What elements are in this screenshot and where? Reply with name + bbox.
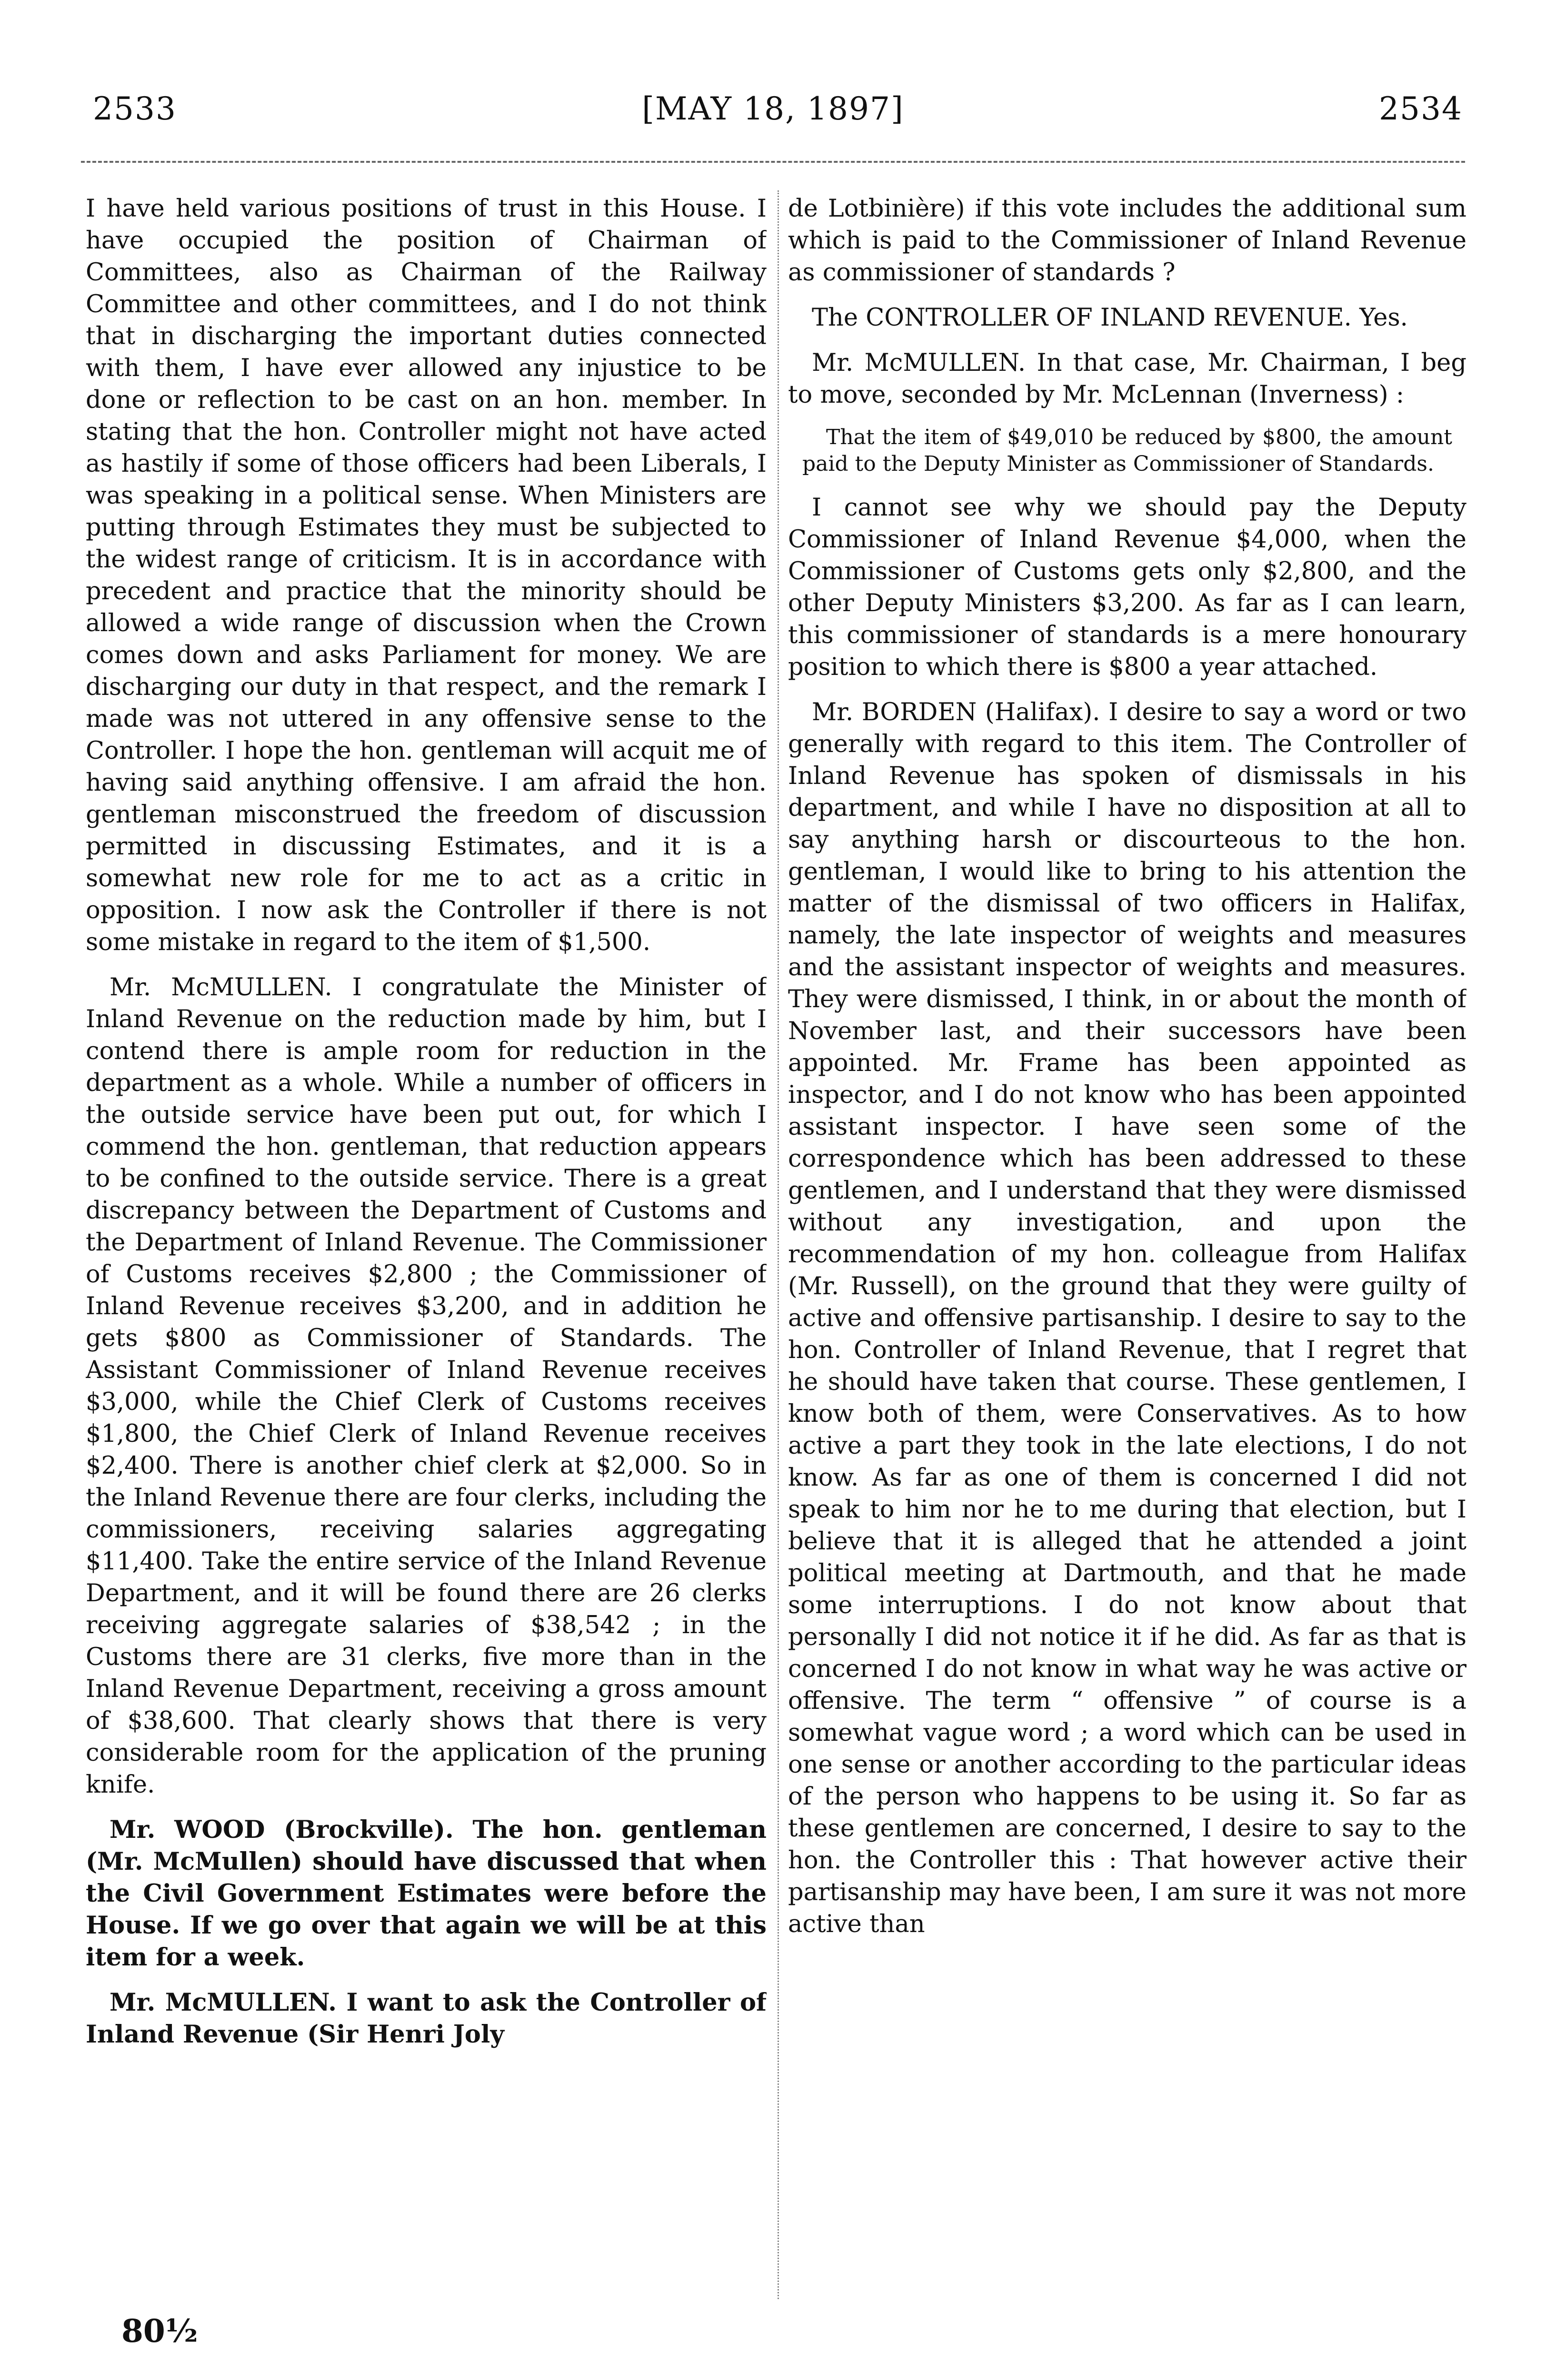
paragraph: Mr. WOOD (Brockville). The hon. gentleman (Mr. McMullen) should have discussed that when the Civil Government Estimates were before the House. If we go over that again we will be at this item for a week. xyxy=(86,1815,767,1972)
paragraph: I cannot see why we should pay the Deputy Commissioner of Inland Revenue $4,000, when the Commissioner of Customs gets only $2,800, and the other Deputy Ministers $3,200. As far as I can learn, this commissioner of standards is a mere honourary position to which there is $800 a year attached. xyxy=(788,494,1466,681)
column-divider xyxy=(778,190,779,2299)
signature-mark: 80½ xyxy=(121,2312,198,2350)
page-header xyxy=(79,90,1467,143)
page-number-right: 2534 xyxy=(1379,90,1463,127)
paragraph: The CONTROLLER OF INLAND REVENUE. Yes. xyxy=(812,304,1408,332)
paragraph: Mr. BORDEN (Halifax). I desire to say a word or two generally with regard to this item. The Controller of Inland Revenue has spoken of dismissals in his department, and while I have no disposition at all to say anything harsh or discourteous to the hon. gentleman, I would like to bring to his attention the matter of the dismissal of two officers in Halifax, namely, the late inspector of weights and measures and the assistant inspector of weights and measures. They were dismissed, I think, in or about the month of November last, and their successors have been appointed. Mr. Frame has been appointed as inspector, and I do not know who has been appointed assistant inspector. I have seen some of the correspondence which has been addressed to these gentlemen, and I understand that they were dismissed without any investigation, and upon the recommendation of my hon. colleague from Halifax (Mr. Russell), on the ground that they were guilty of active and offensive partisanship. I desire to say to the hon. Controller of Inland Revenue, that I regret that he should have taken that course. These gentlemen, I know both of them, were Conservatives. As to how active a part they took in the late elections, I do not know. As far as one of them is concerned I did not speak to him nor he to me during that election, but I believe that it is alleged that he attended a joint political meeting at Dartmouth, and that he made some interruptions. I do not know about that personally I did not notice it if he did. As far as that is concerned I do not know in what way he was active or offensive. The term “ offensive ” of course is a somewhat vague word ; a word which can be used in one sense or another according to the particular ideas of the person who happens to be using it. So far as these gentlemen are concerned, I desire to say to the hon. the Controller this : That however active their partisanship may have been, I am sure it was not more active than xyxy=(788,698,1466,1938)
paragraph: Mr. McMULLEN. In that case, Mr. Chairman, I beg to move, seconded by Mr. McLennan (Inverness) : xyxy=(788,349,1466,409)
left-column xyxy=(86,193,767,2301)
header-rule xyxy=(81,161,1465,163)
paragraph: I have held various positions of trust in this House. I have occupied the position of Chairman of Committees, also as Chairman of the Railway Committee and other committees, and I do not think that in discharging the important duties connected with them, I have ever allowed any injustice to be done or reflection to be cast on an hon. member. In stating that the hon. Controller might not have acted as hastily if some of those officers had been Liberals, I was speaking in a political sense. When Ministers are putting through Estimates they must be subjected to the widest range of criticism. It is in accordance with precedent and practice that the minority should be allowed a wide range of discussion when the Crown comes down and asks Parliament for money. We are discharging our duty in that respect, and the remark I made was not uttered in any offensive sense to the Controller. I hope the hon. gentleman will acquit me of having said anything offensive. I am afraid the hon. gentleman misconstrued the freedom of discussion permitted in discussing Estimates, and it is a somewhat new role for me to act as a critic in opposition. I now ask the Controller if there is not some mistake in regard to the item of $1,500. xyxy=(86,195,767,956)
paragraph: Mr. McMULLEN. I want to ask the Controller of Inland Revenue (Sir Henri Joly xyxy=(86,1988,767,2049)
motion-text: That the item of $49,010 be reduced by $800, the amount paid to the Deputy Minister as Commissioner of Standards. xyxy=(802,425,1452,476)
paragraph: de Lotbinière) if this vote includes the additional sum which is paid to the Commissioner of Inland Revenue as commissioner of standards ? xyxy=(788,195,1466,287)
right-column xyxy=(788,193,1466,2301)
page-number-left: 2533 xyxy=(93,90,177,127)
paragraph: Mr. McMULLEN. I congratulate the Minister of Inland Revenue on the reduction made by him, but I contend there is ample room for reduction in the department as a whole. While a number of officers in the outside service have been put out, for which I commend the hon. gentleman, that reduction appears to be confined to the outside service. There is a great discrepancy between the Department of Customs and the Department of Inland Revenue. The Commissioner of Customs receives $2,800 ; the Commissioner of Inland Revenue receives $3,200, and in addition he gets $800 as Commissioner of Standards. The Assistant Commissioner of Inland Revenue receives $3,000, while the Chief Clerk of Customs receives $1,800, the Chief Clerk of Inland Revenue receives $2,400. There is another chief clerk at $2,000. So in the Inland Revenue there are four clerks, including the commissioners, receiving salaries aggregating $11,400. Take the entire service of the Inland Revenue Department, and it will be found there are 26 clerks receiving aggregate salaries of $38,542 ; in the Customs there are 31 clerks, five more than in the Inland Revenue Department, receiving a gross amount of $38,600. That clearly shows that there is very considerable room for the application of the pruning knife. xyxy=(86,973,767,1799)
page-date: [MAY 18, 1897] xyxy=(642,90,904,127)
